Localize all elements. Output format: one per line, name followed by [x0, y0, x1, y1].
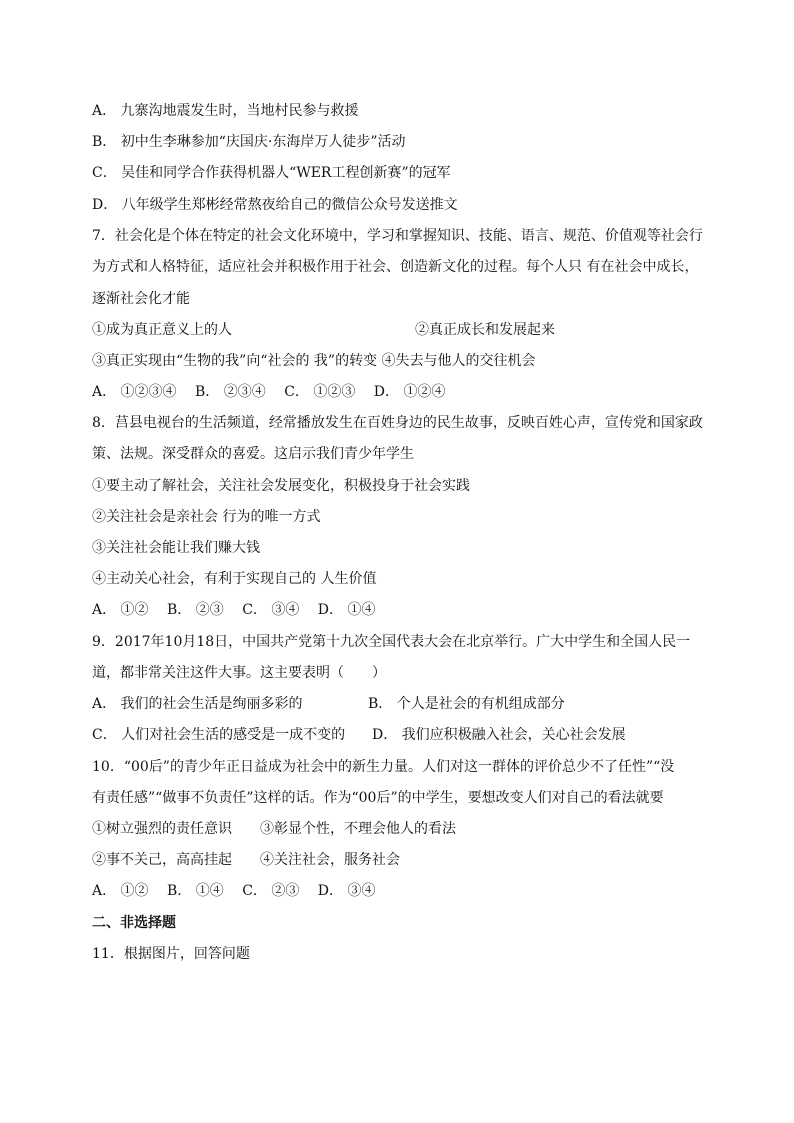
q7-stem-line-2: 为方式和人格特征，适应社会并积极作用于社会、创造新文化的过程。每个人只 有在社会中成长， [92, 259, 699, 275]
q9-option-a: A． 我们的社会生活是绚丽多彩的 [92, 696, 303, 712]
q10-stem-line-1: 10．“00后”的青少年正日益成为社会中的新生力量。人们对这一群体的评价总少不了任性”“没 [92, 759, 675, 775]
q7-stem-line-1: 7．社会化是个体在特定的社会文化环境中，学习和掌握知识、技能、语言、规范、价值观等社会行 [92, 228, 703, 244]
section-title-non-choice: 二、非选择题 [92, 915, 176, 931]
q9-option-c: C． 人们对社会生活的感受是一成不变的 [92, 727, 346, 743]
q8-item-1: ①要主动了解社会，关注社会发展变化，积极投身于社会实践 [92, 478, 470, 494]
q10-stem-line-2: 有责任感”“做事不负责任”这样的话。作为“00后”的中学生，要想改变人们对自己的看法就要 [92, 790, 664, 806]
q7-options: A． ①②③④ B． ②③④ C． ①②③ D． ①②④ [92, 384, 446, 400]
q10-options: A． ①② B． ①④ C． ②③ D． ③④ [92, 883, 376, 899]
q8-item-2: ②关注社会是亲社会 行为的唯一方式 [92, 509, 321, 525]
q7-stem-line-3: 逐渐社会化才能 [92, 291, 190, 307]
q10-items-row-1: ①树立强烈的责任意识 ③彰显个性，不理会他人的看法 [92, 821, 456, 837]
q8-item-4: ④主动关心社会，有利于实现自己的 人生价值 [92, 571, 377, 587]
q9-option-d: D． 我们应积极融入社会，关心社会发展 [372, 727, 626, 743]
q6-option-a: A． 九寨沟地震发生时，当地村民参与救援 [92, 103, 359, 119]
q9-stem-line-1: 9．2017年10月18日，中国共产党第十九次全国代表大会在北京举行。广大中学生和全国人民一 [92, 634, 691, 650]
q8-stem-line-1: 8．莒县电视台的生活频道，经常播放发生在百姓身边的民生故事，反映百姓心声，宣传党和国家政 [92, 415, 703, 431]
q11-stem: 11．根据图片，回答问题 [92, 946, 250, 962]
q8-item-3: ③关注社会能让我们赚大钱 [92, 540, 260, 556]
q9-stem-line-2: 道，都非常关注这件大事。这主要表明（ ） [92, 665, 386, 681]
q6-option-c: C． 吴佳和同学合作获得机器人“WER工程创新赛”的冠军 [92, 165, 451, 181]
q10-items-row-2: ②事不关己，高高挂起 ④关注社会，服务社会 [92, 852, 400, 868]
q7-item-1: ①成为真正意义上的人 [92, 322, 232, 338]
q8-stem-line-2: 策、法规。深受群众的喜爱。这启示我们青少年学生 [92, 446, 414, 462]
q9-option-b: B． 个人是社会的有机组成部分 [368, 696, 565, 712]
q7-items-3-4: ③真正实现由“生物的我”向“社会的 我”的转变 ④失去与他人的交往机会 [92, 353, 536, 369]
q6-option-b: B． 初中生李琳参加“庆国庆·东海岸万人徒步”活动 [92, 134, 406, 150]
q8-options: A． ①② B． ②③ C． ③④ D． ①④ [92, 602, 376, 618]
q6-option-d: D． 八年级学生郑彬经常熬夜给自己的微信公众号发送推文 [92, 197, 458, 213]
q7-item-2: ②真正成长和发展起来 [415, 322, 555, 338]
